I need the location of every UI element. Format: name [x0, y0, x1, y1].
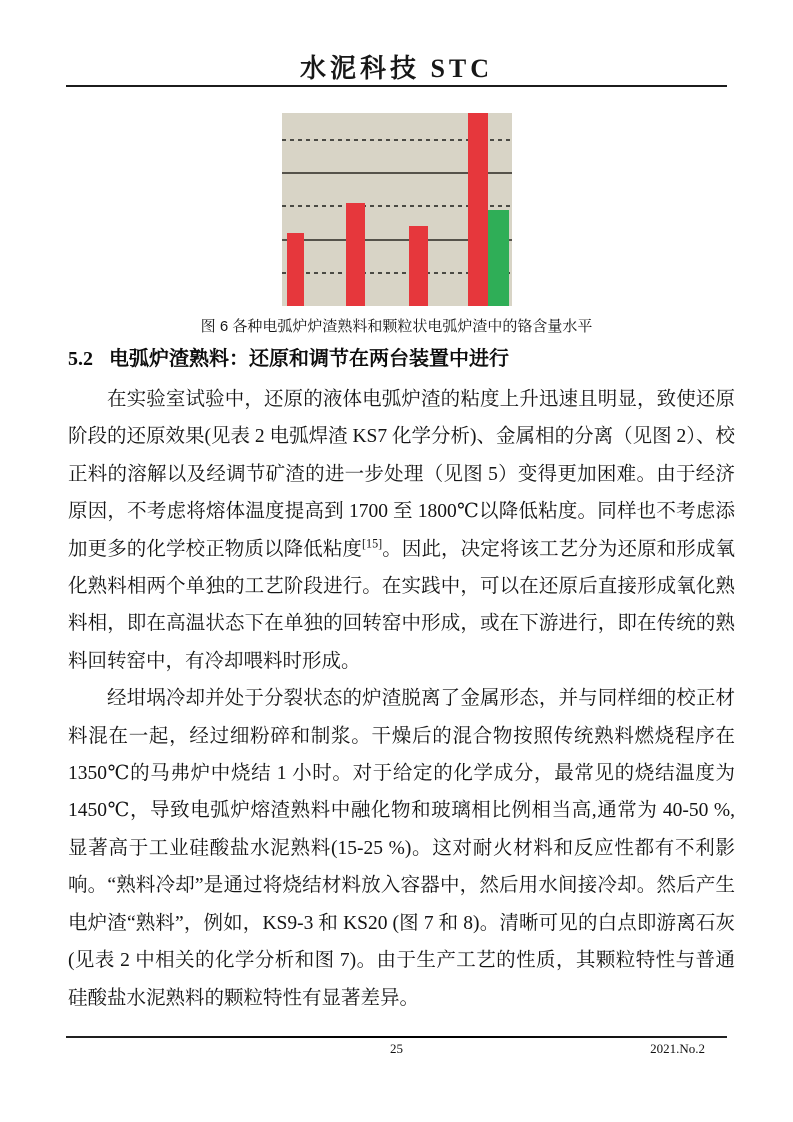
footer-page-number: 25	[390, 1041, 403, 1056]
paragraph-1	[68, 381, 735, 680]
journal-title: 水泥科技 STC	[299, 54, 494, 83]
paragraph-1-text-continued: 。因此，决定将该工艺分为还原和形成氧化熟料相两个单独的工艺阶段进行。在实践中，可以在还原后直接形成氧化熟料相，即在高温状态下在单独的回转窑中形成，或在下游进行，即在传统的熟料回转窑中，有冷却喂料时形成。	[68, 538, 735, 672]
chart-bar-1	[287, 233, 304, 306]
chart-bar-5	[488, 210, 509, 306]
section-title: 电弧炉渣熟料：还原和调节在两台装置中进行	[109, 348, 509, 370]
chart-bar-2	[346, 203, 365, 306]
paragraph-2: 经坩埚冷却并处于分裂状态的炉渣脱离了金属形态，并与同样细的校正材料混在一起，经过细粉碎和制浆。干燥后的混合物按照传统熟料燃烧程序在 1350℃的马弗炉中烧结 1 小时。对于给定的化学成分，最常见的烧结温度为 1450℃，导致电弧炉熔渣熟料中融化物和玻璃相比例相当高,通常为 40-50 %,显著高于工业硅酸盐水泥熟料(15-25 %)。这对耐火材料和反应性都有不利影响。“熟料冷却”是通过将烧结材料放入容器中，然后用水间接冷却。然后产生电炉渣“熟料”，例如，KS9-3 和 KS20 (图 7 和 8)。清晰可见的白点即游离石灰(见表 2 中相关的化学分析和图 7)。由于生产工艺的性质，其颗粒特性与普通硅酸盐水泥熟料的颗粒特性有显著差异。	[68, 688, 735, 1009]
paragraph-1-text: 在实验室试验中，还原的液体电弧炉渣的粘度上升迅速且明显，致使还原阶段的还原效果(见表 2 电弧焊渣 KS7 化学分析)、金属相的分离（见图 2）、校正料的溶解以及经调节矿渣的进一步处理（见图 5）变得更加困难。由于经济原因，不考虑将熔体温度提高到 1700 至 1800℃以降低粘度。同样也不考虑添加更多的化学校正物质以降低粘度	[68, 389, 735, 560]
figure-chart	[282, 113, 512, 306]
figure-caption: 图 6 各种电弧炉炉渣熟料和颗粒状电弧炉渣中的铬含量水平	[200, 318, 593, 335]
citation-ref-15: [15]	[362, 536, 383, 551]
header-rule	[66, 85, 727, 87]
footer-issue: 2021.No.2	[650, 1041, 705, 1056]
section-number: 5.2	[68, 348, 93, 370]
chart-bar-4	[468, 113, 488, 306]
footer-rule	[66, 1036, 727, 1038]
chart-bar-3	[409, 226, 428, 306]
section-heading	[68, 342, 735, 371]
body-text	[68, 381, 735, 1017]
